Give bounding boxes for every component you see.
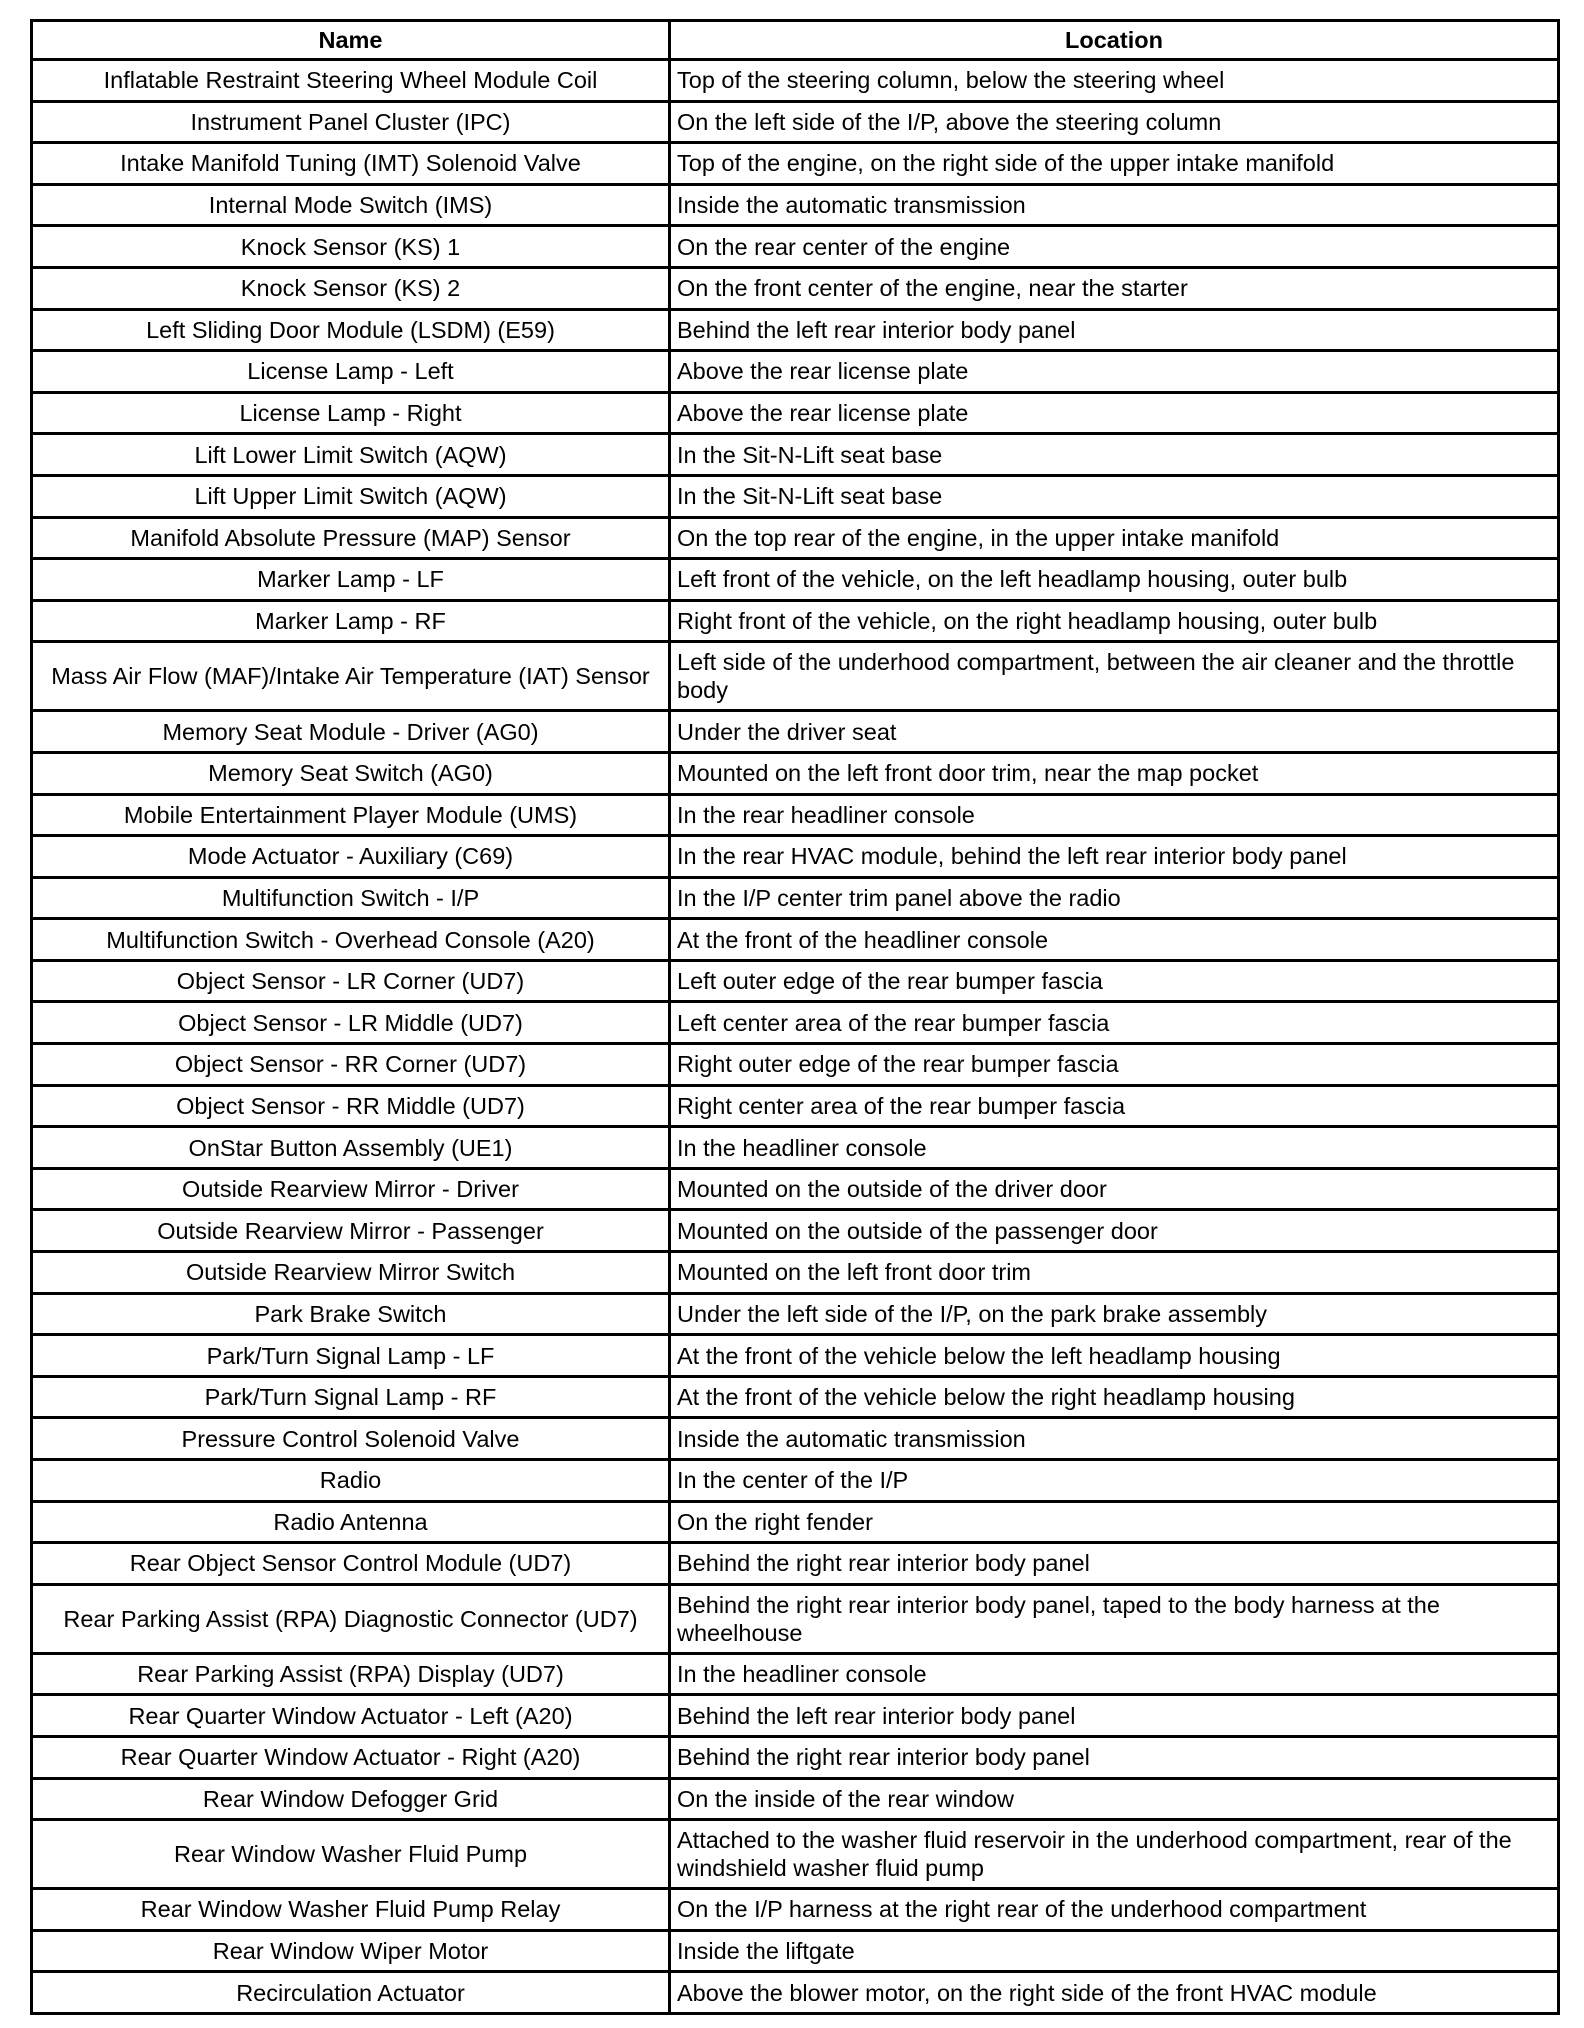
table-row <box>32 267 1559 309</box>
table-row <box>32 1252 1559 1294</box>
cell-component-name: Multifunction Switch - I/P <box>32 877 670 919</box>
table-row <box>32 836 1559 878</box>
cell-component-name: Knock Sensor (KS) 1 <box>32 226 670 268</box>
cell-component-name: Object Sensor - RR Middle (UD7) <box>32 1085 670 1127</box>
cell-component-location: Right front of the vehicle, on the right headlamp housing, outer bulb <box>670 600 1559 642</box>
cell-component-name: Object Sensor - RR Corner (UD7) <box>32 1044 670 1086</box>
cell-component-location: In the rear headliner console <box>670 794 1559 836</box>
cell-component-location: In the I/P center trim panel above the radio <box>670 877 1559 919</box>
cell-component-name: Mass Air Flow (MAF)/Intake Air Temperature (IAT) Sensor <box>32 642 670 711</box>
table-row <box>32 919 1559 961</box>
component-location-table <box>30 19 1560 2015</box>
table-row <box>32 226 1559 268</box>
cell-component-name: Rear Window Washer Fluid Pump Relay <box>32 1889 670 1931</box>
cell-component-location: In the Sit-N-Lift seat base <box>670 475 1559 517</box>
cell-component-name: Lift Lower Limit Switch (AQW) <box>32 434 670 476</box>
table-row <box>32 1335 1559 1377</box>
cell-component-name: Rear Quarter Window Actuator - Right (A20) <box>32 1736 670 1778</box>
table-row <box>32 1376 1559 1418</box>
cell-component-name: Park/Turn Signal Lamp - RF <box>32 1376 670 1418</box>
cell-component-name: Outside Rearview Mirror - Driver <box>32 1168 670 1210</box>
table-row <box>32 1460 1559 1502</box>
cell-component-location: Behind the right rear interior body panel <box>670 1736 1559 1778</box>
table-row <box>32 1210 1559 1252</box>
cell-component-name: Memory Seat Switch (AG0) <box>32 752 670 794</box>
table-row <box>32 1044 1559 1086</box>
table-row <box>32 1584 1559 1653</box>
cell-component-name: Rear Parking Assist (RPA) Display (UD7) <box>32 1653 670 1695</box>
cell-component-location: At the front of the vehicle below the left headlamp housing <box>670 1335 1559 1377</box>
cell-component-name: Radio <box>32 1460 670 1502</box>
cell-component-location: Left front of the vehicle, on the left headlamp housing, outer bulb <box>670 559 1559 601</box>
table-row <box>32 559 1559 601</box>
table-row <box>32 101 1559 143</box>
cell-component-location: Under the driver seat <box>670 711 1559 753</box>
table-row <box>32 1653 1559 1695</box>
cell-component-location: On the top rear of the engine, in the upper intake manifold <box>670 517 1559 559</box>
component-location-page <box>30 19 1557 2015</box>
cell-component-name: Rear Object Sensor Control Module (UD7) <box>32 1543 670 1585</box>
cell-component-location: At the front of the headliner console <box>670 919 1559 961</box>
column-header-name: Name <box>32 21 670 60</box>
cell-component-location: On the rear center of the engine <box>670 226 1559 268</box>
cell-component-location: On the inside of the rear window <box>670 1778 1559 1820</box>
cell-component-location: Left center area of the rear bumper fascia <box>670 1002 1559 1044</box>
cell-component-name: Knock Sensor (KS) 2 <box>32 267 670 309</box>
cell-component-location: In the headliner console <box>670 1127 1559 1169</box>
table-row <box>32 1695 1559 1737</box>
cell-component-location: On the I/P harness at the right rear of the underhood compartment <box>670 1889 1559 1931</box>
cell-component-name: OnStar Button Assembly (UE1) <box>32 1127 670 1169</box>
table-row <box>32 1972 1559 2014</box>
cell-component-location: Mounted on the left front door trim, near the map pocket <box>670 752 1559 794</box>
cell-component-location: Behind the left rear interior body panel <box>670 1695 1559 1737</box>
cell-component-name: Inflatable Restraint Steering Wheel Module Coil <box>32 60 670 102</box>
cell-component-location: Behind the right rear interior body panel <box>670 1543 1559 1585</box>
table-row <box>32 60 1559 102</box>
table-row <box>32 711 1559 753</box>
cell-component-location: Left side of the underhood compartment, between the air cleaner and the throttle body <box>670 642 1559 711</box>
cell-component-location: At the front of the vehicle below the right headlamp housing <box>670 1376 1559 1418</box>
cell-component-name: Radio Antenna <box>32 1501 670 1543</box>
cell-component-location: Above the blower motor, on the right side of the front HVAC module <box>670 1972 1559 2014</box>
table-row <box>32 434 1559 476</box>
cell-component-location: Inside the automatic transmission <box>670 184 1559 226</box>
table-row <box>32 752 1559 794</box>
cell-component-name: Object Sensor - LR Corner (UD7) <box>32 960 670 1002</box>
cell-component-location: Behind the left rear interior body panel <box>670 309 1559 351</box>
cell-component-name: Manifold Absolute Pressure (MAP) Sensor <box>32 517 670 559</box>
cell-component-name: Internal Mode Switch (IMS) <box>32 184 670 226</box>
cell-component-name: Outside Rearview Mirror Switch <box>32 1252 670 1294</box>
cell-component-name: Marker Lamp - LF <box>32 559 670 601</box>
table-row <box>32 1085 1559 1127</box>
cell-component-name: Mobile Entertainment Player Module (UMS) <box>32 794 670 836</box>
table-row <box>32 600 1559 642</box>
cell-component-name: Rear Window Wiper Motor <box>32 1930 670 1972</box>
cell-component-name: Pressure Control Solenoid Valve <box>32 1418 670 1460</box>
table-row <box>32 1168 1559 1210</box>
table-row <box>32 1820 1559 1889</box>
cell-component-location: Right center area of the rear bumper fascia <box>670 1085 1559 1127</box>
cell-component-location: Inside the liftgate <box>670 1930 1559 1972</box>
cell-component-name: Rear Window Defogger Grid <box>32 1778 670 1820</box>
table-body <box>32 60 1559 2014</box>
cell-component-name: Rear Quarter Window Actuator - Left (A20) <box>32 1695 670 1737</box>
column-header-location: Location <box>670 21 1559 60</box>
cell-component-location: In the Sit-N-Lift seat base <box>670 434 1559 476</box>
table-row <box>32 517 1559 559</box>
cell-component-name: Intake Manifold Tuning (IMT) Solenoid Valve <box>32 143 670 185</box>
cell-component-location: On the left side of the I/P, above the steering column <box>670 101 1559 143</box>
table-row <box>32 960 1559 1002</box>
cell-component-name: Mode Actuator - Auxiliary (C69) <box>32 836 670 878</box>
cell-component-name: Park/Turn Signal Lamp - LF <box>32 1335 670 1377</box>
cell-component-location: Inside the automatic transmission <box>670 1418 1559 1460</box>
cell-component-location: Left outer edge of the rear bumper fascia <box>670 960 1559 1002</box>
cell-component-location: On the front center of the engine, near the starter <box>670 267 1559 309</box>
table-row <box>32 1127 1559 1169</box>
table-row <box>32 1543 1559 1585</box>
cell-component-name: Recirculation Actuator <box>32 1972 670 2014</box>
table-row <box>32 877 1559 919</box>
cell-component-location: Mounted on the outside of the passenger door <box>670 1210 1559 1252</box>
table-row <box>32 184 1559 226</box>
cell-component-location: Behind the right rear interior body panel, taped to the body harness at the wheelhouse <box>670 1584 1559 1653</box>
table-row <box>32 1293 1559 1335</box>
cell-component-name: License Lamp - Right <box>32 392 670 434</box>
table-row <box>32 1736 1559 1778</box>
cell-component-name: Instrument Panel Cluster (IPC) <box>32 101 670 143</box>
table-row <box>32 351 1559 393</box>
cell-component-location: Above the rear license plate <box>670 392 1559 434</box>
table-row <box>32 1930 1559 1972</box>
cell-component-location: On the right fender <box>670 1501 1559 1543</box>
cell-component-name: License Lamp - Left <box>32 351 670 393</box>
cell-component-name: Marker Lamp - RF <box>32 600 670 642</box>
cell-component-name: Object Sensor - LR Middle (UD7) <box>32 1002 670 1044</box>
cell-component-location: Mounted on the left front door trim <box>670 1252 1559 1294</box>
table-row <box>32 1418 1559 1460</box>
table-row <box>32 642 1559 711</box>
cell-component-name: Lift Upper Limit Switch (AQW) <box>32 475 670 517</box>
table-row <box>32 309 1559 351</box>
cell-component-name: Multifunction Switch - Overhead Console (A20) <box>32 919 670 961</box>
cell-component-name: Left Sliding Door Module (LSDM) (E59) <box>32 309 670 351</box>
table-row <box>32 475 1559 517</box>
table-row <box>32 143 1559 185</box>
cell-component-location: Above the rear license plate <box>670 351 1559 393</box>
table-header-row <box>32 21 1559 60</box>
cell-component-location: In the rear HVAC module, behind the left rear interior body panel <box>670 836 1559 878</box>
cell-component-name: Memory Seat Module - Driver (AG0) <box>32 711 670 753</box>
cell-component-location: Top of the steering column, below the steering wheel <box>670 60 1559 102</box>
table-row <box>32 1778 1559 1820</box>
cell-component-location: Mounted on the outside of the driver door <box>670 1168 1559 1210</box>
cell-component-location: Attached to the washer fluid reservoir in the underhood compartment, rear of the windshield washer fluid pump <box>670 1820 1559 1889</box>
table-row <box>32 392 1559 434</box>
table-row <box>32 1501 1559 1543</box>
cell-component-name: Outside Rearview Mirror - Passenger <box>32 1210 670 1252</box>
table-row <box>32 1889 1559 1931</box>
cell-component-name: Rear Parking Assist (RPA) Diagnostic Connector (UD7) <box>32 1584 670 1653</box>
cell-component-location: In the headliner console <box>670 1653 1559 1695</box>
table-row <box>32 794 1559 836</box>
cell-component-location: Under the left side of the I/P, on the park brake assembly <box>670 1293 1559 1335</box>
cell-component-location: Top of the engine, on the right side of the upper intake manifold <box>670 143 1559 185</box>
cell-component-name: Rear Window Washer Fluid Pump <box>32 1820 670 1889</box>
table-row <box>32 1002 1559 1044</box>
cell-component-location: Right outer edge of the rear bumper fascia <box>670 1044 1559 1086</box>
cell-component-location: In the center of the I/P <box>670 1460 1559 1502</box>
cell-component-name: Park Brake Switch <box>32 1293 670 1335</box>
